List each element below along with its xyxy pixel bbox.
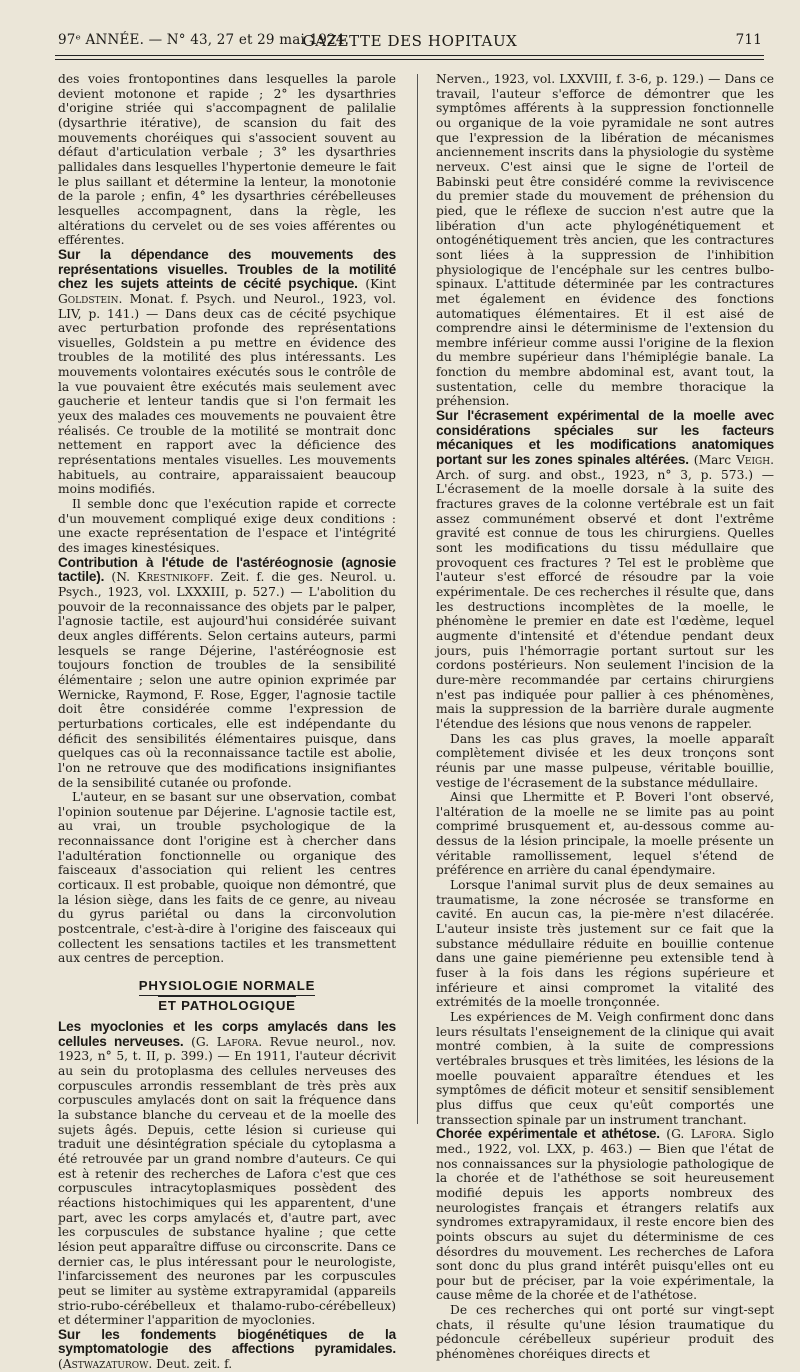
article-paragraph: Ainsi que Lhermitte et P. Boveri l'ont observé, l'altération de la moelle ne se limite pas au point comprimé brusquement et, au-dessous comme au-dessus de la lésion principale, la moelle présente un véritable ramollissement, lequel s'étend de préférence en arrière du canal épendymaire. <box>436 790 774 878</box>
article-goldstein <box>58 248 396 497</box>
article-ref-pre: (G. <box>183 1034 217 1049</box>
column-divider <box>417 74 418 1124</box>
article-author: Goldstein <box>58 291 119 306</box>
article-ref-post: . Zeit. f. die ges. Neurol. u. Psych., 1923, vol. LXXXIII, p. 527.) — <box>58 570 396 599</box>
header-rule-thick <box>55 55 764 56</box>
article-author: Veigh <box>736 453 771 468</box>
section-heading <box>58 978 396 1014</box>
article-lafora-myoclonies <box>58 1020 396 1328</box>
article-body: En 1911, l'auteur décrivit au sein du protoplasma des cellules nerveuses des corpuscules arrondis ressemblant de très près aux corpuscules amylacés dont on sait la fréquence dans la substance blanche du cerveau et de la moelle des sujets âgés. Depuis, cette lésion si curieuse qui traduit une désintégration spéciale du cytoplasma a été retrouvée par un grand nombre d'auteurs. Ce qui est à retenir des recherches de Lafora c'est que ces corpuscules intracytoplasmiques possèdent des réactions histochimiques qui les apparentent, d'une part, avec les corps amylacés et, d'autre part, avec les corpuscules de substance hyaline ; que cette lésion peut apparaître diffuse ou circonscrite. Dans ce dernier cas, le plus intéressant pour le neurologiste, l'infarcissement des neurones par les corpuscules peut se limiter au système extrapyramidal (appareils strio-rubo-cérébelleux et thalamo-rubo-cérébelleux) et déterminer l'apparition de myoclonies. <box>58 1049 396 1328</box>
article-ref-post: . Monat. f. Psych. und Neurol., 1923, vol. LIV, p. 141.) — <box>58 291 396 321</box>
running-header <box>58 30 762 52</box>
article-ref-pre: (Kint <box>357 277 396 292</box>
article-paragraph: Il semble donc que l'exécution rapide et correcte d'un mouvement compliqué exige deux conditions : une exacte représentation de l'espace et l'intégrité des images kinestésiques. <box>58 497 396 555</box>
article-paragraph: Les expériences de M. Veigh confirment donc dans leurs résultats l'enseignement de la clinique qui avait montré combien, à la suite de compressions vertébrales brusques et très limitées, les lésions de la moelle pouvaient apparaître étendues et les symptômes de déficit moteur et sensitif sensiblement plus diffus que ceux qu'eût comportés une transsection spinale par un instrument tranchant. <box>436 1010 774 1127</box>
article-paragraph: Dans les cas plus graves, la moelle apparaît complètement divisée et les deux tronçons sont réunis par une masse pulpeuse, véritable bouillie, vestige de l'écrasement de la substance médullaire. <box>436 731 774 790</box>
section-heading-line2: ET PATHOLOGIQUE <box>158 998 296 1014</box>
article-astwazaturow <box>58 1328 396 1372</box>
section-heading-line1: PHYSIOLOGIE NORMALE <box>58 978 396 996</box>
article-author: Lafora <box>216 1034 259 1049</box>
article-body: Dans deux cas de cécité psychique avec perturbation profonde des représentations visuelles, Goldstein a pu mettre en évidence des troubles de la motilité des plus intéressants. Les mouvements volontaires exécutés sous le contrôle de la vue pouvaient être exécutés mais seulement avec gaucherie et lenteur tandis que si l'on fermait les yeux des malades ces mouvements ne pouvaient être réalisés. Ce trouble de la motilité se montrait donc nettement en rapport avec la déficience des représentations mentales visuelles. Les mouvements habituels, au contraire, apparaissaient beaucoup moins modifiés. <box>58 306 396 497</box>
continued-paragraph: des voies frontopontines dans lesquelles la parole devient motonone et rapide ; 2° les dysarthries d'origine striée qui s'accompagnent de palilalie (dysarthrie itérative), de scansion du fait des mouvements choréiques qui s'associent souvent au défaut d'articulation verbale ; 3° les dysarthries pallidales dans lesquelles l'hypertonie demeure le fait le plus saillant et détermine la lenteur, la monotonie de la parole ; enfin, 4° les dysarthries cérébelleuses lesquelles accompagnent, dans la règle, les altérations du cervelet ou de ses voies afférentes ou efférentes. <box>58 72 396 248</box>
article-title: Sur l'écrasement expérimental de la moelle avec considérations spéciales sur les facteurs mécaniques et les modifications anatomiques portant sur les zones spinales altérées. <box>436 408 774 468</box>
article-author: Krestnikoff <box>137 570 210 585</box>
article-title: Chorée expérimentale et athétose. <box>436 1126 660 1142</box>
article-title: Contribution à l'étude de l'astéréognosie (agnosie tactile). <box>58 554 396 585</box>
continued-paragraph: Nerven., 1923, vol. LXXVIII, f. 3-6, p. 129.) — Dans ce travail, l'auteur s'efforce de démontrer que les symptômes afférents à la suppression fonctionnelle ou organique de la voie pyramidale ne sont autres que l'expression de la libération de mécanismes anciennement inscrits dans la physiologie du système nerveux. C'est ainsi que le signe de l'orteil de Babinski peut être considéré comme la reviviscence du premier stade du mouvement de préhension du pied, que le réflexe de succion n'est autre que la libération d'un acte phylogénétiquement et ontogénétiquement très ancien, que les contractures sont liées à la suppression de l'inhibition physiologique de l'encéphale sur les centres bulbo-spinaux. L'attitude déterminée par les contractures met également en évidence des fonctions automatiques élémentaires. Et il est aisé de comprendre ainsi le déterminisme de l'extension du membre inférieur comme aussi l'origine de la flexion du membre supérieur dans l'hémiplégie banale. La fonction du membre abdominal est, avant tout, la sustentation, celle du membre thoracique la préhension. <box>436 72 774 409</box>
article-title: Sur les fondements biogénétiques de la symptomatologie des affections pyramidales. <box>58 1326 396 1357</box>
header-rule-thin <box>55 59 764 60</box>
article-paragraph: L'auteur, en se basant sur une observation, combat l'opinion soutenue par Déjerine. L'agnosie tactile est, au vrai, un trouble psychologique de la reconnaissance dont l'origine est à chercher dans l'adultération fonctionnelle ou organique des faisceaux d'association qui relient les centres corticaux. Il est probable, quoique non démontré, que la lésion siège, dans les faits de ce genre, au niveau du gyrus pariétal ou dans la circonvolution postcentrale, c'est-à-dire à l'origine des faisceaux qui collectent les sensations tactiles et les transmettent aux centres de perception. <box>58 790 396 966</box>
article-ref-pre: (Marc <box>688 453 737 468</box>
article-ref-pre: (G. <box>659 1127 691 1142</box>
article-body: Bien que l'état de nos connaissances sur la physiologie pathologique de la chorée et de l'athéthose se soit heureusement modifié depuis les apports nombreux des neurologistes français et étrangers relatifs aux syndromes extrapyramidaux, il reste encore bien des points obscurs au sujet du déterminisme de ces désordres du mouvement. Les recherches de Lafora sont donc du plus grand intérêt puisqu'elles ont eu pour but de préciser, par la voie expérimentale, la cause même de la chorée et de l'athétose. <box>436 1141 774 1303</box>
article-title: Sur la dépendance des mouvements des représentations visuelles. Troubles de la motilité chez les sujets atteints de cécité psychique. <box>58 246 396 292</box>
article-veigh <box>436 409 774 731</box>
article-lafora-choree <box>436 1127 774 1303</box>
article-paragraph: Lorsque l'animal survit plus de deux semaines au traumatisme, la zone nécrosée se transforme en cavité. En aucun cas, la pie-mère n'est dilacérée. L'auteur insiste très justement sur ce fait que la substance médullaire réduite en bouillie contenue dans une gaine piemérienne peu extensible tend à fuser à la fois dans les régions supérieure et inférieure et ainsi compromet la vitalité des extrémités de la moelle tronçonnée. <box>436 878 774 1010</box>
article-ref-post: . Deut. zeit. f. <box>148 1357 233 1372</box>
article-krestnikoff <box>58 556 396 791</box>
article-body: L'écrasement de la moelle dorsale à la suite des fractures graves de la colonne vertébrale est un fait assez communément observé et dont l'extrême gravité est connue de tous les chirurgiens. Quelles sont les modifications du tissu médullaire que provoquent ces fractures ? Tel est le problème que l'auteur s'est efforcé de résoudre par la voie expérimentale. De ces recherches il résulte que, dans les destructions incomplètes de la moelle, le phénomène le premier en date est l'œdème, lequel augmente d'intensité et d'étendue pendant deux jours, puis l'hémorragie portant surtout sur les cordons postérieurs. Non seulement l'incision de la dure-mère recommandée par certains chirurgiens n'est pas indiquée pour pallier à ces phénomènes, mais la suppression de la barrière durale augmente l'étendue des lésions que nous venons de rappeler. <box>436 482 774 731</box>
journal-title: GAZETTE DES HOPITAUX <box>302 32 518 50</box>
article-ref-pre: ( <box>58 1357 63 1372</box>
article-ref-post: . Revue neurol., nov. 1923, n° 5, t. II, p. 399.) — <box>58 1034 397 1064</box>
article-author: Lafora <box>690 1127 733 1142</box>
article-ref-post: . Siglo med., 1922, vol. LXX, p. 463.) — <box>436 1127 774 1156</box>
issue-info: 97ᵉ ANNÉE. — N° 43, 27 et 29 mai 1924. <box>58 32 350 48</box>
article-title: Les myoclonies et les corps amylacés dans les cellules nerveuses. <box>58 1019 396 1049</box>
article-ref-pre: (N. <box>104 570 138 585</box>
right-column <box>436 72 774 1362</box>
article-body: L'abolition du pouvoir de la reconnaissance des objets par le palper, l'agnosie tactile, est aujourd'hui considérée suivant deux angles différents. Selon certains auteurs, parmi lesquels se range Déjerine, l'astéréognosie est toujours fonction de troubles de la sensibilité élémentaire ; selon une autre opinion exprimée par Wernicke, Raymond, F. Rose, Egger, l'agnosie tactile doit être considérée comme l'expression de perturbations corticales, elle est indépendante du déficit des sensibilités élémentaires puisque, dans quelques cas où la reconnaissance tactile est abolie, l'on ne retrouve que des modifications insignifiantes de la sensibilité cutanée ou profonde. <box>58 584 397 790</box>
article-author: Astwazaturow <box>62 1357 149 1372</box>
page-number: 711 <box>735 32 762 48</box>
article-paragraph: De ces recherches qui ont porté sur vingt-sept chats, il résulte qu'une lésion traumatique du pédoncule cérébelleux supérieur produit des phénomènes choréiques directs et <box>436 1303 774 1362</box>
left-column <box>58 72 396 1372</box>
article-ref-post: . Arch. of surg. and obst., 1923, n° 3, p. 573.) — <box>436 453 774 482</box>
